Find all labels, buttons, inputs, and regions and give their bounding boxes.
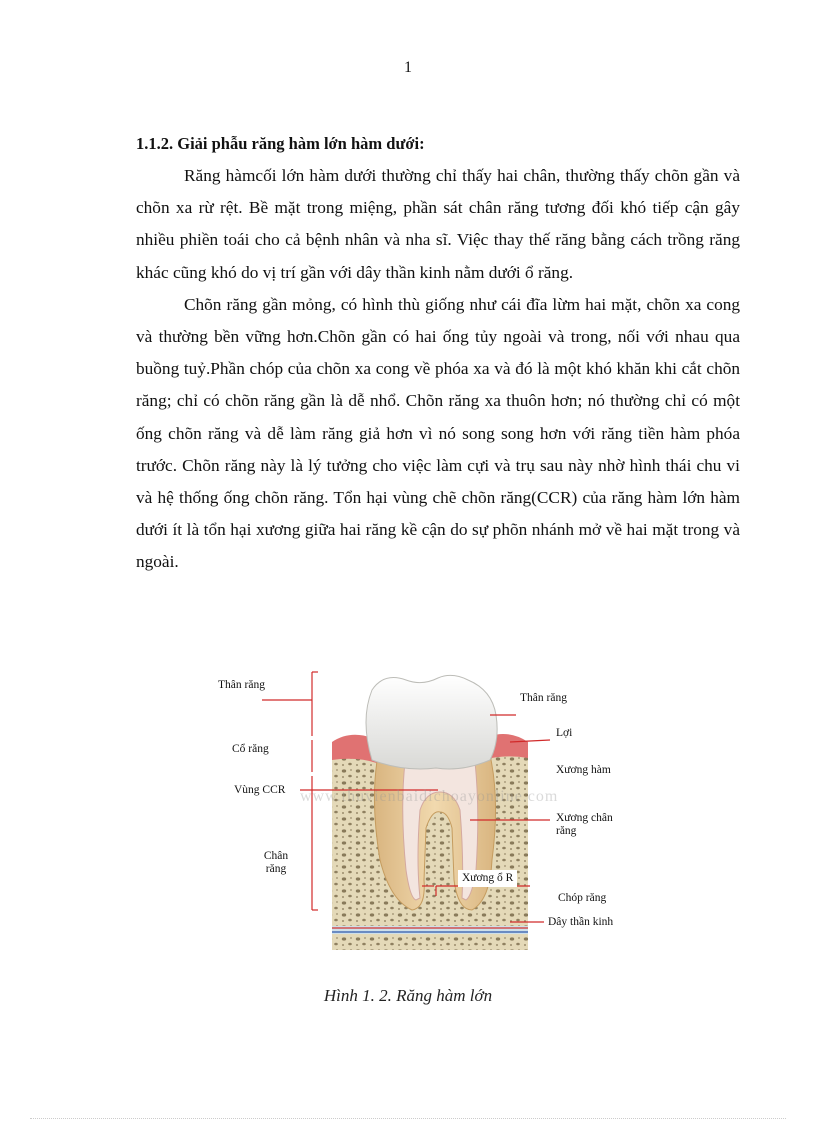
footer-divider	[30, 1118, 786, 1119]
watermark: www.thuvienbaidichoayonline.com	[300, 788, 559, 805]
label-nerve: Dây thần kinh	[548, 916, 614, 928]
label-crown-left: Thân răng	[218, 679, 265, 691]
paragraph-2: Chõn răng gần mỏng, có hình thù giống như cái đĩa lừm hai mặt, chõn xa cong và thường bền vững hơn.Chõn gần có hai ống tủy ngoài và trong, nối với nhau qua buồng tuỷ.Phần chóp của chõn xa cong về phóa xa và đó là một khó khăn khi cắt chõn răng; chỉ có chõn răng gần là dễ nhổ. Chõn răng xa thuôn hơn; nó thường chỉ có một ống chõn răng và dễ làm răng giả hơn vì nó song song hơn với răng tiền hàm phóa trước. Chõn răng này là lý tưởng cho việc làm cựi và trụ sau này nhờ hình thái chu vi và hệ thống ống chõn răng. Tổn hại vùng chẽ chõn răng(CCR) của răng hàm lớn hàm dưới ít là tổn hại xương giữa hai răng kề cận do sự phõn nhánh mở về hai mặt trong và ngoài.	[136, 294, 740, 572]
body-text	[136, 160, 740, 579]
label-apex: Chóp răng	[558, 892, 607, 904]
label-root-bone: Xương chân răng	[556, 812, 613, 837]
paragraph-1: Răng hàmcối lớn hàm dưới thường chỉ thấy hai chân, thường thấy chõn gần và chõn xa rừ rệt. Bề mặt trong miệng, phần sát chân răng tương đối khó tiếp cận gây nhiều phiền toái cho cả bệnh nhân và nha sĩ. Việc thay thế răng bằng cách trồng răng khác cũng khó do vị trí gần với dây thần kinh nằm dưới ổ răng.	[136, 166, 740, 282]
label-jawbone: Xương hàm	[556, 764, 611, 776]
figure-caption: Hình 1. 2. Răng hàm lớn	[323, 986, 493, 1005]
label-neck: Cổ răng	[232, 743, 269, 755]
tooth-illustration	[200, 660, 660, 960]
label-gum: Lợi	[556, 727, 573, 739]
section-heading: 1.1.2. Giải phẫu răng hàm lớn hàm dưới:	[136, 134, 425, 153]
label-crown-right: Thân răng	[520, 692, 567, 704]
page-number: 1	[404, 59, 412, 76]
tooth-figure	[200, 660, 660, 960]
label-root: Chân răng	[263, 850, 289, 875]
nerve-canal	[332, 926, 528, 934]
label-socket-bone: Xương ổ R	[458, 870, 517, 887]
crown-enamel	[366, 675, 497, 769]
label-ccr: Vùng CCR	[234, 784, 286, 796]
